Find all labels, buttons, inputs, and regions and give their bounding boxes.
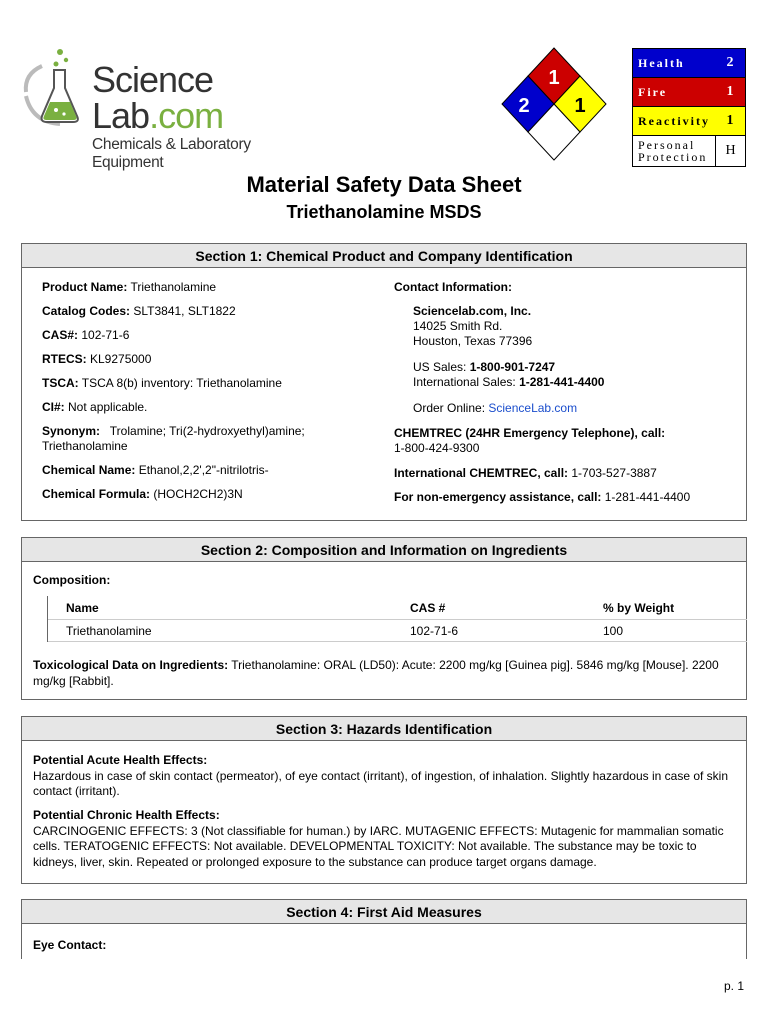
ci-field: CI#: Not applicable. — [42, 400, 148, 414]
sciencelab-link[interactable]: ScienceLab.com — [488, 401, 578, 415]
cas-field: CAS#: 102-71-6 — [42, 328, 130, 342]
address-line-1: 14025 Smith Rd. — [413, 319, 503, 333]
chemical-formula-field: Chemical Formula: (HOCH2CH2)3N — [42, 487, 243, 501]
contact-info — [394, 280, 734, 505]
non-emergency: For non-emergency assistance, call: 1-281-441-4400 — [394, 490, 691, 504]
chemtrec-phone: 1-800-424-9300 — [394, 441, 480, 455]
logo-tld: .com — [149, 95, 224, 136]
acute-effects-text: Hazardous in case of skin contact (permeator), of eye contact (irritant), of ingestion, of inhalation. Slightly hazardous in case of skin contact (irritant). — [33, 768, 729, 798]
hmis-reactivity-row — [633, 107, 745, 136]
hmis-reactivity-label: Reactivity — [638, 114, 710, 128]
flask-icon — [20, 44, 92, 134]
document-subtitle: Triethanolamine MSDS — [286, 202, 482, 222]
hmis-rating-table — [632, 48, 746, 167]
section-3 — [21, 716, 747, 884]
hmis-protection-label: Personal Protection — [638, 138, 708, 164]
hmis-health-label: Health — [638, 56, 685, 70]
product-name-field: Product Name: Triethanolamine — [42, 280, 217, 294]
address-line-2: Houston, Texas 77396 — [413, 334, 533, 348]
hmis-fire-label: Fire — [638, 85, 668, 99]
synonym-field: Synonym: Trolamine; Tri(2-hydroxyethyl)amine; Triethanolamine — [42, 424, 308, 453]
col-weight-header: % by Weight — [603, 600, 675, 615]
acute-effects — [33, 753, 738, 800]
section-1-heading: Section 1: Chemical Product and Company Identification — [22, 244, 746, 268]
hmis-protection-value: H — [715, 136, 745, 166]
chemtrec-label: CHEMTREC (24HR Emergency Telephone), call: — [394, 426, 666, 440]
composition-table — [47, 596, 747, 642]
page-number: p. 1 — [723, 979, 744, 993]
nfpa-reactivity-value: 1 — [574, 95, 586, 117]
toxicological-data: Toxicological Data on Ingredients: Triethanolamine: ORAL (LD50): Acute: 2200 mg/kg [Guinea pig]. 5846 mg/kg [Mouse]. 2200 mg/kg [Rabbit]. — [33, 658, 719, 688]
us-sales: US Sales: 1-800-901-7247 — [413, 360, 556, 374]
chronic-effects-text: CARCINOGENIC EFFECTS: 3 (Not classifiable for human.) by IARC. MUTAGENIC EFFECTS: Mutagenic for mammalian somatic cells. TERATOGENIC EFFECTS: Not available. DEVELOPMENTAL TOXICITY: Not available. The substance may be toxic to kidneys, liver, skin. Repeated or prolonged exposure to the substance can produce target organs damage. — [33, 823, 724, 869]
hmis-protection-row — [633, 136, 745, 166]
section-4 — [21, 899, 747, 959]
composition-label: Composition: — [33, 573, 111, 587]
logo-tagline: Chemicals & Laboratory Equipment — [92, 136, 251, 171]
intl-sales: International Sales: 1-281-441-4400 — [413, 375, 605, 389]
company-name: Sciencelab.com, Inc. — [413, 304, 532, 318]
nfpa-diamond-icon — [498, 46, 610, 166]
hmis-fire-row — [633, 78, 745, 107]
document-title: Material Safety Data Sheet — [246, 172, 522, 197]
acute-effects-label: Potential Acute Health Effects: — [33, 753, 208, 767]
nfpa-health-value: 2 — [518, 95, 530, 117]
ingredient-weight: 100 — [603, 623, 624, 638]
ingredient-name: Triethanolamine — [66, 623, 152, 638]
sciencelab-logo — [20, 44, 300, 171]
section-2 — [21, 537, 747, 700]
order-online: Order Online: ScienceLab.com — [413, 401, 578, 415]
catalog-codes-field: Catalog Codes: SLT3841, SLT1822 — [42, 304, 236, 318]
col-name-header: Name — [66, 600, 99, 615]
section-1 — [21, 243, 747, 521]
ingredient-cas: 102-71-6 — [410, 623, 459, 638]
hmis-health-row — [633, 49, 745, 78]
hmis-health-value: 2 — [726, 55, 734, 70]
table-header-row — [48, 596, 747, 619]
section-4-heading: Section 4: First Aid Measures — [22, 900, 746, 924]
chronic-effects-label: Potential Chronic Health Effects: — [33, 808, 220, 822]
section-3-heading: Section 3: Hazards Identification — [22, 717, 746, 741]
chemical-name-field: Chemical Name: Ethanol,2,2',2"-nitrilotris- — [42, 463, 269, 477]
logo-brand: Science Lab — [92, 59, 214, 136]
hmis-reactivity-value: 1 — [726, 113, 734, 128]
contact-label: Contact Information: — [394, 280, 512, 294]
rtecs-field: RTECS: KL9275000 — [42, 352, 152, 366]
chronic-effects — [33, 808, 738, 870]
hmis-fire-value: 1 — [726, 84, 734, 99]
eye-contact-label: Eye Contact: — [33, 938, 107, 952]
intl-chemtrec: International CHEMTREC, call: 1-703-527-3887 — [394, 466, 657, 480]
tsca-field: TSCA: TSCA 8(b) inventory: Triethanolamine — [42, 376, 282, 390]
product-info — [42, 280, 382, 511]
nfpa-fire-value: 1 — [548, 67, 560, 89]
section-2-heading: Section 2: Composition and Information on Ingredients — [22, 538, 746, 562]
col-cas-header: CAS # — [410, 600, 446, 615]
table-row — [48, 619, 747, 642]
